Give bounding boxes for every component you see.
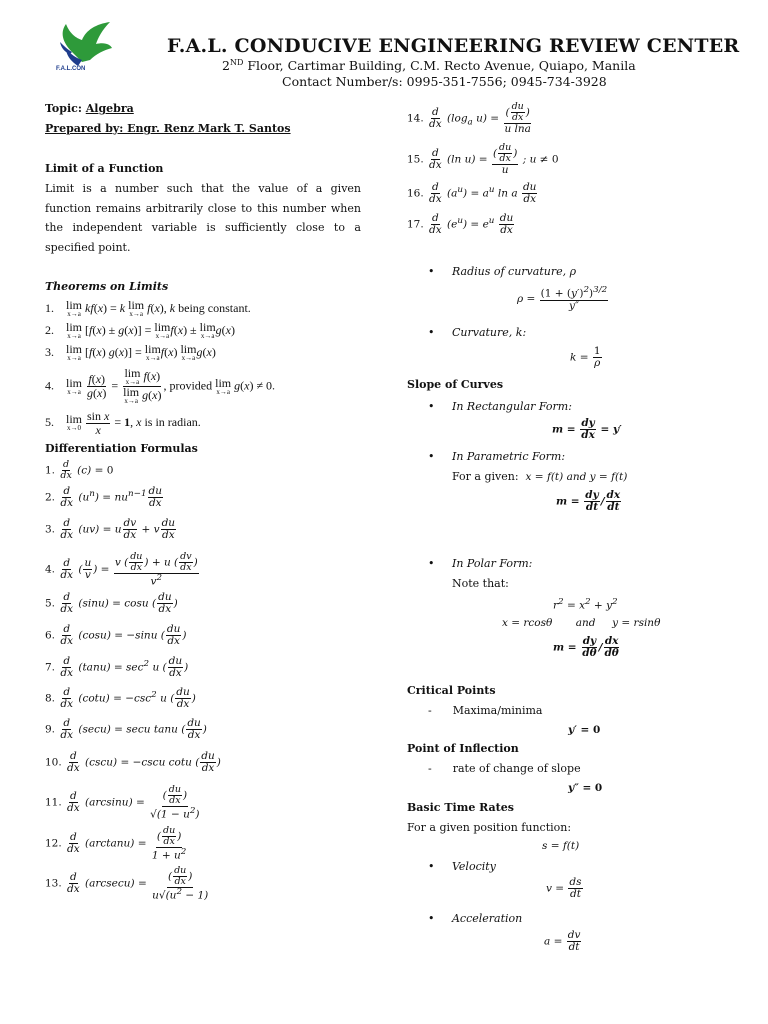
rates-heading: Basic Time Rates — [407, 801, 514, 814]
formula-10: 10. $\frac{d}{dx}$ (cscu) = −cscu cotu ( $\frac{du}{dx}$ ) — [45, 750, 221, 775]
topic-value: Algebra — [85, 102, 134, 115]
and-word: and — [575, 617, 596, 629]
slope-heading: Slope of Curves — [407, 378, 504, 391]
curvature-label: Curvature, k: — [451, 326, 527, 339]
limit-heading: Limit of a Function — [45, 162, 164, 175]
velocity-bullet: • Velocity — [428, 860, 496, 873]
formula-15: 15. $\frac{d}{dx}$ (ln u) = ( $\frac{du}{dx}$ ) u ; u ≠ 0 — [407, 142, 559, 176]
formula-16: 16. $\frac{d}{dx}$ $(a^u) = a^u$ ln a $\frac{du}{dx}$ — [407, 181, 537, 206]
note-that: Note that: — [452, 577, 509, 590]
radius-label: Radius of curvature, ρ — [451, 265, 577, 278]
polar-eq-2: x = rcosθ and y = rsinθ — [502, 617, 661, 629]
given-label: For a given: — [452, 470, 519, 483]
formula-14: 14. $\frac{d}{dx}$ ($\log_a$ u) = ( $\frac{du}{dx}$ ) u lna — [407, 101, 531, 135]
formula-7: 7. $\frac{d}{dx}$ $(\tan u) = \sec^2 u$ ( $\frac{du}{dx}$ ) — [45, 655, 189, 680]
polar-formula: m = $\frac{dy}{d\theta}$ / $\frac{dx}{d\theta}$ — [553, 635, 619, 660]
rates-intro: For a given position function: — [407, 821, 572, 834]
rect-label: In Rectangular Form: — [451, 400, 572, 413]
formula-8: 8. $\frac{d}{dx}$ $(\cot u) = -\csc^2$ u ( $\frac{du}{dx}$ ) — [45, 686, 196, 711]
position-formula: s = f(t) — [542, 840, 580, 852]
formula-17: 17. $\frac{d}{dx}$ $(e^u) = e^u$ $\frac{du}{dx}$ — [407, 212, 514, 237]
limit-paragraph: Limit is a number such that the value of a given function remains arbitrarily close to this number when the independent variable is sufficiently close to a specified point. — [45, 182, 361, 254]
param-bullet: • In Parametric Form: — [428, 450, 566, 463]
param-label: In Parametric Form: — [451, 450, 566, 463]
formula-9: 9. $\frac{d}{dx}$ (secu) = secu tanu ( $\frac{du}{dx}$ ) — [45, 717, 207, 742]
theorem-1: 1. lim x→a kf(x) = k lim x→a f(x), k being constant. — [45, 298, 251, 319]
topic-label: Topic: — [45, 102, 82, 115]
center-title: F.A.L. CONDUCIVE ENGINEERING REVIEW CENTER — [167, 35, 740, 57]
inflection-heading: Point of Inflection — [407, 742, 519, 755]
radius-formula: ρ = $\frac{(1 + (y')^2)^{3/2}}{y''}$ — [517, 285, 608, 312]
formula-12: 12. $\frac{d}{dx}$ (arctanu) = ( $\frac{du}{dx}$ ) $1 + u^2$ — [45, 825, 187, 862]
inflection-item-text: rate of change of slope — [452, 762, 581, 775]
prepared-by: Prepared by: Engr. Renz Mark T. Santos — [45, 122, 291, 135]
center-contact: Contact Number/s: 0995-351-7556; 0945-734-3928 — [282, 74, 607, 89]
critical-formula: y′ = 0 — [568, 724, 601, 736]
velocity-formula: v = $\frac{ds}{dt}$ — [546, 876, 582, 901]
param-given: For a given: x = f(t) and y = f(t) — [452, 470, 628, 483]
velocity-label: Velocity — [451, 860, 496, 873]
theorem-4: 4. lim x→a $\frac{f(x)}{g(x)}$ = lim x→a f(x) lim x→a g(x) , provided lim x→a g(x) ≠ 0. — [45, 366, 276, 406]
acceleration-formula: a = $\frac{dv}{dt}$ — [544, 929, 581, 954]
curvature-formula: k = $\frac{1}{\rho}$ — [570, 345, 601, 370]
radius-bullet: • Radius of curvature, ρ — [428, 265, 577, 278]
inflection-formula: y″ = 0 — [568, 782, 603, 794]
polar-eq-1: $r^2 = x^2 + y^2$ — [553, 597, 618, 612]
logo-text: F.A.L.CON — [56, 66, 86, 72]
formula-3: 3. $\frac{d}{dx}$ (uv) = u $\frac{dv}{dx}$ + v $\frac{du}{dx}$ — [45, 517, 176, 542]
critical-heading: Critical Points — [407, 684, 496, 697]
critical-item-text: Maxima/minima — [452, 704, 543, 717]
formula-4: 4. $\frac{d}{dx}$ ( $\frac{u}{v}$ ) = v ( $\frac{du}{dx}$ ) + u ( $\frac{dv}{dx}$ ) $v^2$ — [45, 551, 198, 588]
rect-formula: m = $\frac{dy}{dx}$ = y′ — [552, 417, 622, 442]
formula-1: 1. $\frac{d}{dx}$ (c) = 0 — [45, 459, 114, 481]
param-formula: m = $\frac{dy}{dt}$ / $\frac{dx}{dt}$ — [556, 489, 621, 514]
formula-5: 5. $\frac{d}{dx}$ (sinu) = cosu ( $\frac{du}{dx}$ ) — [45, 591, 178, 616]
logo — [52, 22, 114, 80]
polar-label: In Polar Form: — [451, 557, 533, 570]
theorem-2: 2. lim x→a [f(x) ± g(x)] = lim x→a f(x) ± lim x→a g(x) — [45, 320, 235, 341]
formula-2: 2. $\frac{d}{dx}$ $(u^n) = nu^{n-1}$ $\frac{du}{dx}$ — [45, 485, 163, 510]
center-address: 2ND Floor, Cartimar Building, C.M. Recto Avenue, Quiapo, Manila — [222, 58, 636, 74]
inflection-item: - rate of change of slope — [428, 762, 581, 775]
theorem-5: 5. lim x→0 $\frac{\text{sin x}}{x}$ = 1, x is in radian. — [45, 409, 201, 437]
rect-bullet: • In Rectangular Form: — [428, 400, 572, 413]
topic-line — [45, 102, 134, 115]
acceleration-bullet: • Acceleration — [428, 912, 523, 925]
theorems-heading: Theorems on Limits — [45, 280, 169, 293]
polar-bullet: • In Polar Form: — [428, 557, 533, 570]
curvature-bullet: • Curvature, k: — [428, 326, 527, 339]
critical-item: - Maxima/minima — [428, 704, 543, 717]
theorem-3: 3. lim x→a [f(x) g(x)] = lim x→a f(x) lim x→a g(x) — [45, 342, 216, 363]
formula-13: 13. $\frac{d}{dx}$ (arcsecu) = ( $\frac{du}{dx}$ ) $u√(u^2 - 1)$ — [45, 865, 209, 902]
formula-11: 11. $\frac{d}{dx}$ (arcsinu) = ( $\frac{du}{dx}$ ) $√(1 - u^2)$ — [45, 784, 200, 821]
acceleration-label: Acceleration — [451, 912, 523, 925]
formula-6: 6. $\frac{d}{dx}$ (cosu) = −sinu ( $\frac{du}{dx}$ ) — [45, 623, 187, 648]
diff-heading: Differentiation Formulas — [45, 442, 198, 455]
